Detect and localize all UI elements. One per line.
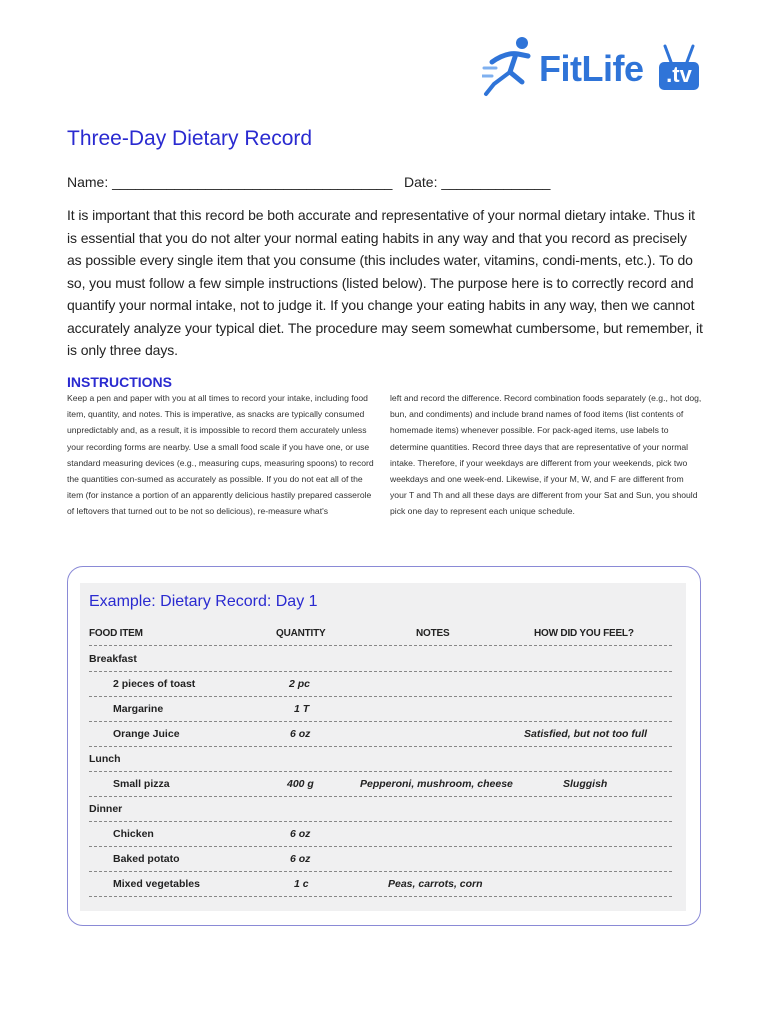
logo-brand-text: FitLife [539, 48, 644, 89]
name-field-line: Name: ____________________________________ [67, 174, 393, 190]
food-item-mixed-vegetables: Mixed vegetables [113, 878, 200, 890]
row-divider [89, 721, 672, 722]
instructions-right-column: left and record the difference. Record combination foods separately (e.g., hot dog, bun, and condiments) and include brand names of food items (list contents of homemade items) whenever possible. For pack-aged items, use labels to determine quantities. Record three days that are representative of your normal intake. Therefore, if your weekdays are different from your weekends, pick two weekdays and one week-end. Likewise, if your M, W, and F are different from your T and Th and all these days are different from your Sat and Sun, you should pick one day to represent each unique schedule. [390, 393, 702, 517]
feel-small-pizza: Sluggish [563, 778, 608, 790]
row-divider [89, 696, 672, 697]
quantity-small-pizza: 400 g [287, 778, 314, 790]
quantity-chicken: 6 oz [290, 828, 311, 840]
header-how-did-you-feel: HOW DID YOU FEEL? [534, 628, 634, 639]
quantity-margarine: 1 T [294, 703, 310, 715]
row-divider [89, 771, 672, 772]
row-divider [89, 796, 672, 797]
row-divider [89, 846, 672, 847]
date-field-line: Date: ______________ [404, 174, 551, 190]
quantity-orange-juice: 6 oz [290, 728, 311, 740]
section-lunch: Lunch [89, 753, 121, 765]
example-title: Example: Dietary Record: Day 1 [89, 593, 318, 610]
row-divider [89, 871, 672, 872]
header-quantity: QUANTITY [276, 628, 326, 639]
row-divider [89, 821, 672, 822]
tv-antenna-icon [659, 44, 699, 62]
row-divider [89, 671, 672, 672]
quantity-baked-potato: 6 oz [290, 853, 311, 865]
notes-mixed-vegetables: Peas, carrots, corn [388, 878, 483, 890]
row-divider [89, 645, 672, 646]
quantity-toast: 2 pc [289, 678, 311, 690]
quantity-mixed-vegetables: 1 c [294, 878, 309, 890]
page-title: Three-Day Dietary Record [67, 127, 313, 150]
header-food-item: FOOD ITEM [89, 628, 143, 639]
food-item-chicken: Chicken [113, 828, 154, 840]
notes-small-pizza: Pepperoni, mushroom, cheese [360, 778, 513, 790]
section-breakfast: Breakfast [89, 653, 137, 665]
row-divider [89, 896, 672, 897]
header-notes: NOTES [416, 628, 450, 639]
instructions-left-column: Keep a pen and paper with you at all times to record your intake, including food item, quantity, and notes. This is imperative, as snacks are typically consumed unpredictably and, as a result, it is impossible to record them accurately unless your recording forms are nearby. Use a small food scale if you have one, or use standard measuring devices (e.g., measuring cups, measuring spoons) to record the quantities con-sumed as accurately as possible. If you do not eat all of the item (for instance a portion of an apparently delicious hastily prepared casserole of leftovers that turned out to be not so delicious), re-measure what's [67, 393, 374, 517]
food-item-margarine: Margarine [113, 703, 164, 715]
instructions-heading: INSTRUCTIONS [67, 374, 172, 390]
section-dinner: Dinner [89, 803, 123, 815]
row-divider [89, 746, 672, 747]
runner-icon [482, 34, 540, 98]
logo-tv-badge: .tv [659, 62, 699, 90]
food-item-toast: 2 pieces of toast [113, 678, 196, 690]
intro-paragraph: It is important that this record be both accurate and representative of your normal dietary intake. Thus it is essential that you do not alter your normal eating habits in any way and that you record as precisely as possible every single item that you consume (this includes water, vitamins, condi-ments, etc.). To do so, you must follow a few simple instructions (listed below). The purpose here is to correctly record and quantify your normal intake, not to judge it. If you change your eating habits in any way, then we cannot accurately analyze your typical diet. The procedure may seem somewhat cumbersome, but remember, it is only three days. [67, 207, 703, 358]
fitlife-logo [482, 34, 704, 98]
food-item-small-pizza: Small pizza [113, 778, 170, 790]
food-item-baked-potato: Baked potato [113, 853, 180, 865]
feel-orange-juice: Satisfied, but not too full [524, 728, 648, 740]
food-item-orange-juice: Orange Juice [113, 728, 180, 740]
